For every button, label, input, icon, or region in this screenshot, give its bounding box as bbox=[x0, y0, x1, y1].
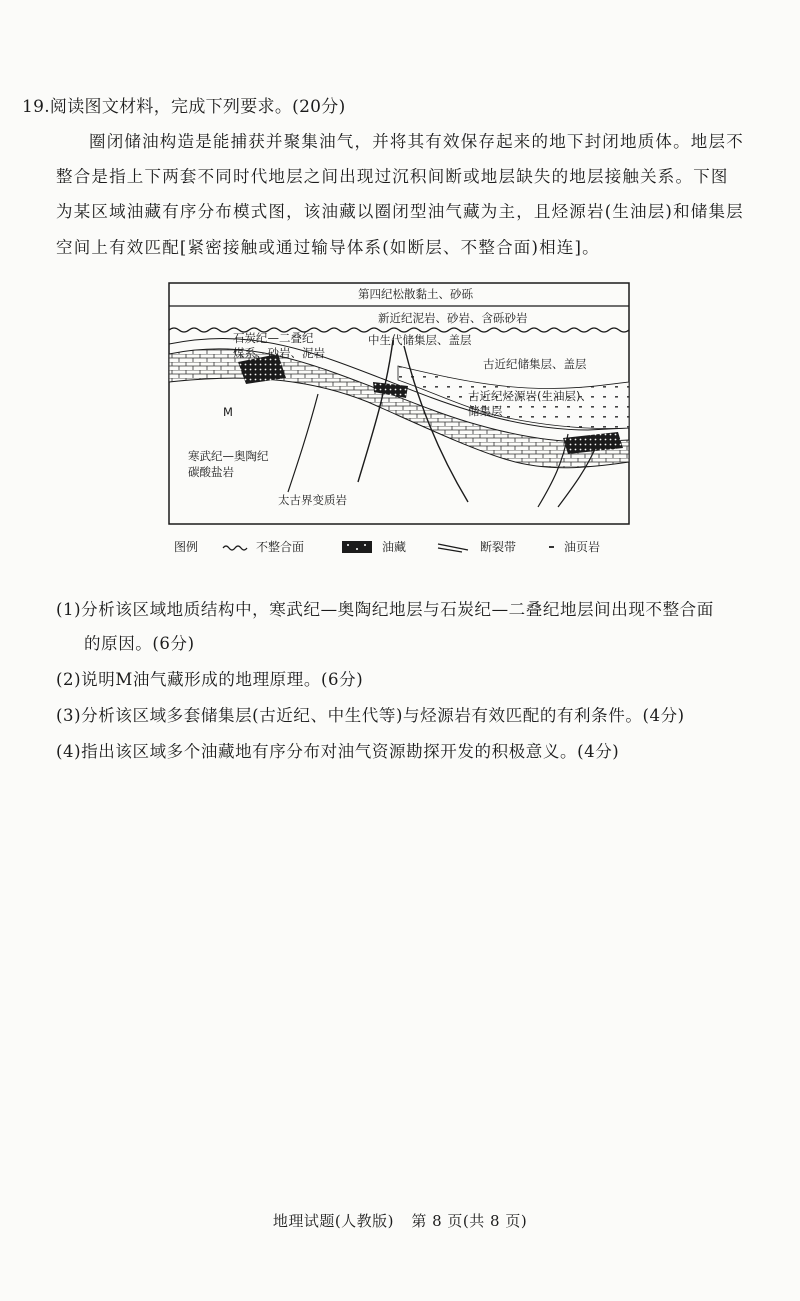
subquestion-1-line-2: 的原因。(6分) bbox=[84, 634, 195, 653]
oil-reservoir-icon bbox=[342, 541, 372, 553]
label-carb-perm-1: 石炭纪—二叠纪 bbox=[233, 331, 314, 345]
label-quaternary: 第四纪松散黏土、砂砾 bbox=[358, 287, 473, 301]
label-mesozoic: 中生代储集层、盖层 bbox=[368, 333, 472, 347]
legend-oil-reservoir-label: 油藏 bbox=[382, 540, 407, 554]
subquestion-1-line-1: (1)分析该区域地质结构中，寒武纪—奥陶纪地层与石炭纪—二叠纪地层间出现不整合面 bbox=[56, 600, 714, 619]
question-title: 19.阅读图文材料，完成下列要求。(20分) bbox=[22, 97, 346, 117]
legend-fault-zone-label: 断裂带 bbox=[480, 540, 517, 554]
label-neogene: 新近纪泥岩、砂岩、含砾砂岩 bbox=[378, 311, 528, 325]
label-archean: 太古界变质岩 bbox=[278, 493, 347, 507]
label-marker-m: M bbox=[223, 405, 233, 419]
material-line-1: 圈闭储油构造是能捕获并聚集油气，并将其有效保存起来的地下封闭地质体。地层不 bbox=[89, 132, 744, 151]
legend-unconformity bbox=[222, 538, 304, 555]
label-carb-perm-2: 煤系、砂岩、泥岩 bbox=[233, 346, 325, 360]
label-cambrian-2: 碳酸盐岩 bbox=[188, 465, 234, 479]
legend-oil-shale-label: 油页岩 bbox=[564, 540, 601, 554]
fault-arrow-icon bbox=[436, 541, 470, 553]
footer-subject: 地理试题(人教版) bbox=[272, 1212, 395, 1230]
material-line-3: 为某区域油藏有序分布模式图，该油藏以圈闭型油气藏为主，且烃源岩(生油层)和储集层 bbox=[56, 202, 744, 221]
oil-shale-icon bbox=[546, 542, 558, 552]
label-paleogene-res: 古近纪储集层、盖层 bbox=[483, 357, 587, 371]
material-line-2: 整合是指上下两套不同时代地层之间出现过沉积间断或地层缺失的地层接触关系。下图 bbox=[56, 167, 729, 186]
page-footer bbox=[0, 1210, 800, 1231]
label-cambrian-1: 寒武纪—奥陶纪 bbox=[188, 449, 269, 463]
legend-title: 图例 bbox=[174, 540, 199, 554]
wavy-line-icon bbox=[222, 542, 252, 552]
material-line-4: 空间上有效匹配[紧密接触或通过输导体系(如断层、不整合面)相连]。 bbox=[56, 238, 600, 257]
footer-page-number: 第 8 页(共 8 页) bbox=[411, 1212, 528, 1230]
subquestion-4: (4)指出该区域多个油藏地有序分布对油气资源勘探开发的积极意义。(4分) bbox=[56, 742, 620, 761]
figure-legend bbox=[174, 538, 644, 558]
label-paleogene-src-1: 古近纪烃源岩(生油层)、 bbox=[468, 389, 592, 403]
legend-oil-reservoir bbox=[342, 538, 406, 555]
subquestion-3: (3)分析该区域多套储集层(古近纪、中生代等)与烃源岩有效匹配的有利条件。(4分) bbox=[56, 706, 685, 725]
geologic-cross-section bbox=[168, 282, 630, 526]
legend-fault-zone bbox=[436, 538, 516, 555]
legend-oil-shale bbox=[546, 538, 600, 555]
label-paleogene-src-2: 储集层 bbox=[468, 404, 503, 418]
subquestion-2: (2)说明M油气藏形成的地理原理。(6分) bbox=[56, 670, 364, 689]
legend-unconformity-label: 不整合面 bbox=[256, 540, 305, 554]
